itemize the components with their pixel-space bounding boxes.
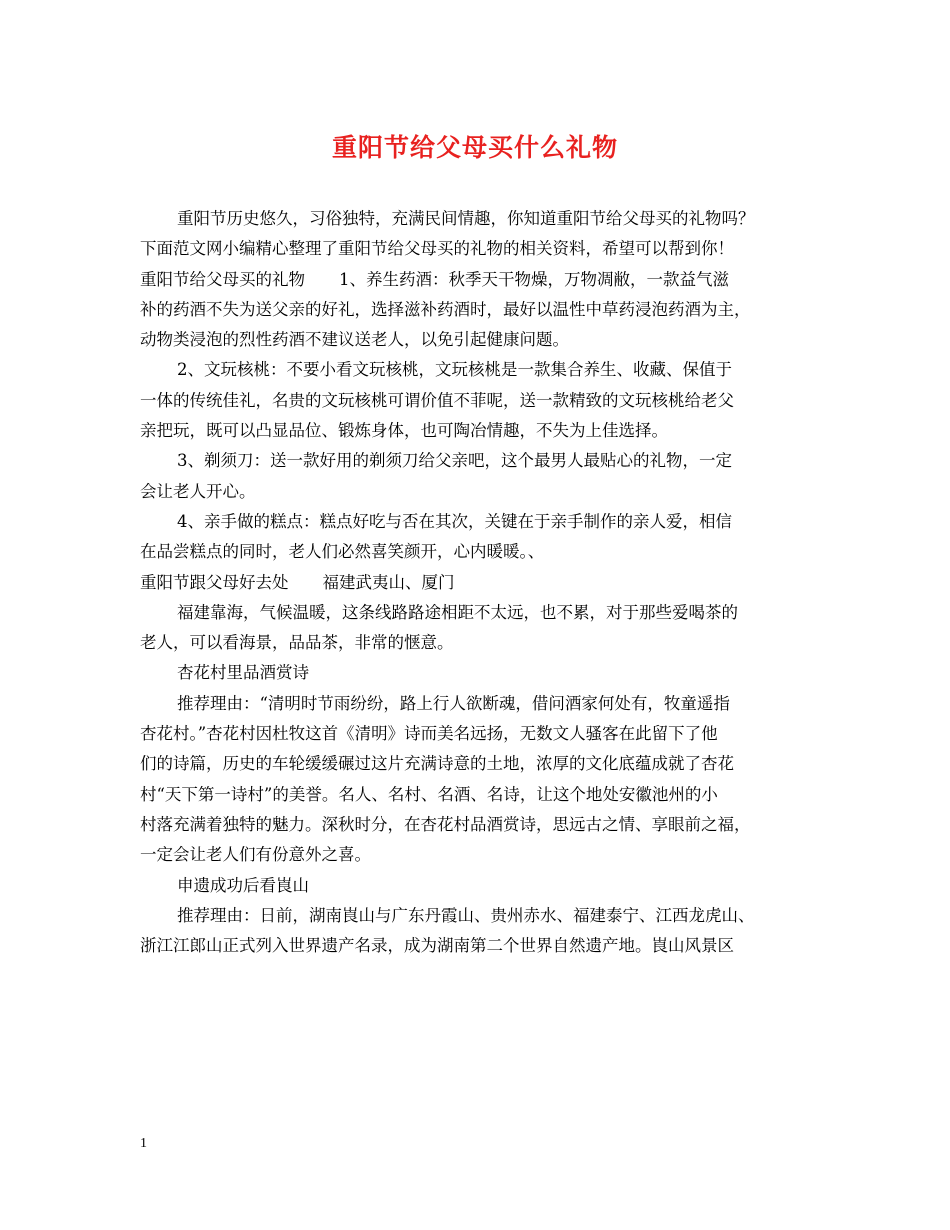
text-line-content: 申遗成功后看崀山 [177,875,309,895]
text-line-content: 动物类浸泡的烈性药酒不建议送老人，以免引起健康问题。 [140,330,569,350]
text-line [140,871,820,901]
text-line-content: 重阳节历史悠久，习俗独特，充满民间情趣，你知道重阳节给父母买的礼物吗？ [177,209,755,228]
text-line-content: 推荐理由：日前，湖南崀山与广东丹霞山、贵州赤水、福建泰宁、江西龙虎山、 [177,905,755,925]
text-line-content: 村落充满着独特的魅力。深秋时分，在杏花村品酒赏诗，思远古之情、享眼前之福， [140,814,751,834]
text-line [140,325,820,355]
document-body [140,204,820,961]
text-line-content: 在品尝糕点的同时，老人们必然喜笑颜开，心内暖暖。、 [140,542,545,562]
page-number: 1 [140,1136,147,1151]
text-line-content: 重阳节跟父母好去处 [140,572,289,592]
text-line [140,780,820,810]
text-line [140,234,820,264]
text-line-content: 补的药酒不失为送父亲的好礼，选择滋补药酒时，最好以温性中草药浸泡药酒为主， [140,299,751,319]
text-line-content: 重阳节给父母买的礼物 [140,269,305,289]
text-line [140,901,820,931]
text-line-content: 推荐理由：“清明时节雨纷纷，路上行人欲断魂，借问酒家何处有，牧童遥指 [177,693,730,713]
text-line [140,598,820,628]
text-line [140,446,820,476]
text-line [140,568,820,598]
text-line [140,658,820,688]
text-line [140,537,820,567]
text-line [140,416,820,446]
text-line [140,931,820,961]
text-line [140,628,820,658]
text-line [140,689,820,719]
text-line-content: 杏花村。”杏花村因杜牧这首《清明》诗而美名远扬，无数文人骚客在此留下了他 [140,724,718,744]
text-line-content: 村“天下第一诗村”的美誉。名人、名村、名酒、名诗，让这个地处安徽池州的小 [140,784,718,804]
text-line [140,477,820,507]
text-line-content: 3、剃须刀：送一款好用的剃须刀给父亲吧，这个最男人最贴心的礼物，一定 [177,451,732,471]
text-line-content: 下面范文网小编精心整理了重阳节给父母买的礼物的相关资料，希望可以帮到你！ [140,239,734,259]
text-line [140,265,820,295]
text-line-content: 浙江江郎山正式列入世界遗产名录，成为湖南第二个世界自然遗产地。崀山风景区 [140,936,734,956]
text-line [140,507,820,537]
text-line-content: 福建靠海，气候温暖，这条线路路途相距不太远，也不累，对于那些爱喝茶的 [177,602,738,622]
text-line-tail: 1、养生药酒：秋季天干物燥，万物凋敝，一款益气滋 [339,269,729,289]
document-title: 重阳节给父母买什么礼物 [331,133,618,162]
text-line [140,840,820,870]
text-line [140,355,820,385]
text-line [140,386,820,416]
text-line-content: 老人，可以看海景，品品茶，非常的惬意。 [140,633,454,653]
text-line-content: 会让老人开心。 [140,481,256,501]
text-line-content: 一定会让老人们有份意外之喜。 [140,845,371,865]
text-line-content: 一体的传统佳礼，名贵的文玩核桃可谓价值不菲呢，送一款精致的文玩核桃给老父 [140,390,734,410]
text-line-content: 们的诗篇，历史的车轮缓缓碾过这片充满诗意的土地，浓厚的文化底蕴成就了杏花 [140,754,734,774]
text-line-content: 2、文玩核桃：不要小看文玩核桃，文玩核桃是一款集合养生、收藏、保值于 [177,360,732,380]
text-line [140,295,820,325]
text-line [140,810,820,840]
text-line-content: 亲把玩，既可以凸显品位、锻炼身体，也可陶冶情趣，不失为上佳选择。 [140,421,668,441]
text-line [140,749,820,779]
text-line-tail: 福建武夷山、厦门 [322,572,455,592]
text-line-content: 4、亲手做的糕点：糕点好吃与否在其次，关键在于亲手制作的亲人爱，相信 [177,511,732,531]
text-line [140,204,820,234]
text-line-content: 杏花村里品酒赏诗 [177,663,309,683]
text-line [140,719,820,749]
